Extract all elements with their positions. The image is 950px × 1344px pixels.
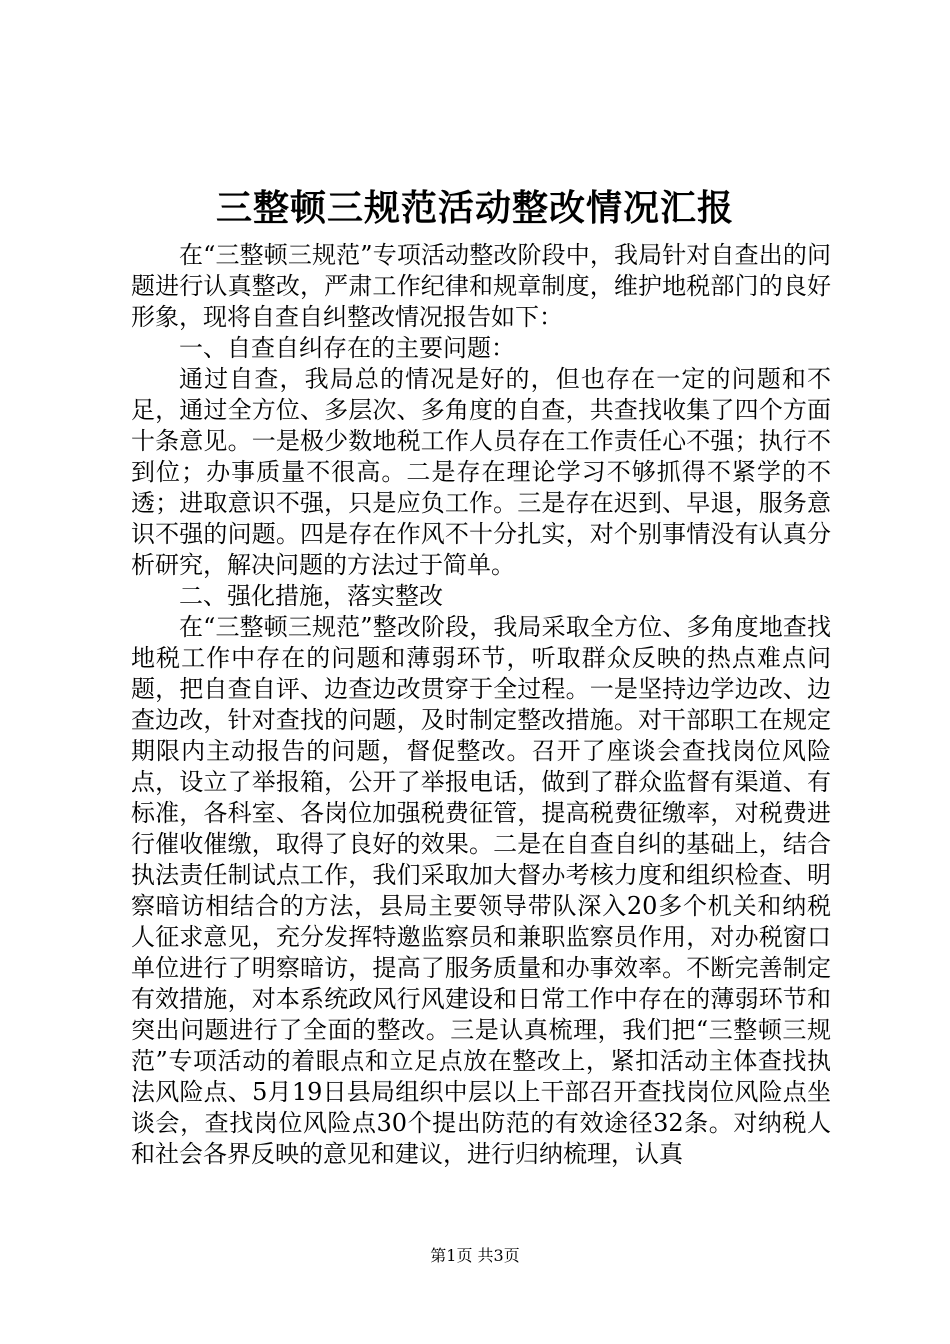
section-heading-problems: 一、自查自纠存在的主要问题： xyxy=(179,334,515,362)
document-body xyxy=(131,240,831,1170)
page-footer: 第1页 共3页 xyxy=(430,1246,520,1265)
section-heading-measures: 二、强化措施，落实整改 xyxy=(179,582,443,610)
paragraph-measures: 在“三整顿三规范”整改阶段，我局采取全方位、多角度地查找地税工作中存在的问题和薄弱环节，听取群众反映的热点难点问题，把自查自评、边查边改贯穿于全过程。一是坚持边学边改、边查边改，针对查找的问题，及时制定整改措施。对干部职工在规定期限内主动报告的问题，督促整改。召开了座谈会查找岗位风险点，设立了举报箱，公开了举报电话，做到了群众监督有渠道、有标准，各科室、各岗位加强税费征管，提高税费征缴率，对税费进行催收催缴，取得了良好的效果。二是在自查自纠的基础上，结合执法责任制试点工作，我们采取加大督办考核力度和组织检查、明察暗访相结合的方法，县局主要领导带队深入20多个机关和纳税人征求意见，充分发挥特邀监察员和兼职监察员作用，对办税窗口单位进行了明察暗访，提高了服务质量和办事效率。不断完善制定有效措施，对本系统政风行风建设和日常工作中存在的薄弱环节和突出问题进行了全面的整改。三是认真梳理，我们把“三整顿三规范”专项活动的着眼点和立足点放在整改上，紧扣活动主体查找执法风险点、5月19日县局组织中层以上干部召开查找岗位风险点坐谈会，查找岗位风险点30个提出防范的有效途径32条。对纳税人和社会各界反映的意见和建议，进行归纳梳理，认真 xyxy=(131,613,831,1168)
paragraph-problems: 通过自查，我局总的情况是好的，但也存在一定的问题和不足，通过全方位、多层次、多角度的自查，共查找收集了四个方面十条意见。一是极少数地税工作人员存在工作责任心不强；执行不到位；办事质量不很高。二是存在理论学习不够抓得不紧学的不透；进取意识不强，只是应负工作。三是存在迟到、早退，服务意识不强的问题。四是存在作风不十分扎实，对个别事情没有认真分析研究，解决问题的方法过于简单。 xyxy=(131,365,831,579)
document-title: 三整顿三规范活动整改情况汇报 xyxy=(215,187,734,229)
paragraph-intro: 在“三整顿三规范”专项活动整改阶段中，我局针对自查出的问题进行认真整改，严肃工作纪律和规章制度，维护地税部门的良好形象，现将自查自纠整改情况报告如下： xyxy=(131,241,831,331)
